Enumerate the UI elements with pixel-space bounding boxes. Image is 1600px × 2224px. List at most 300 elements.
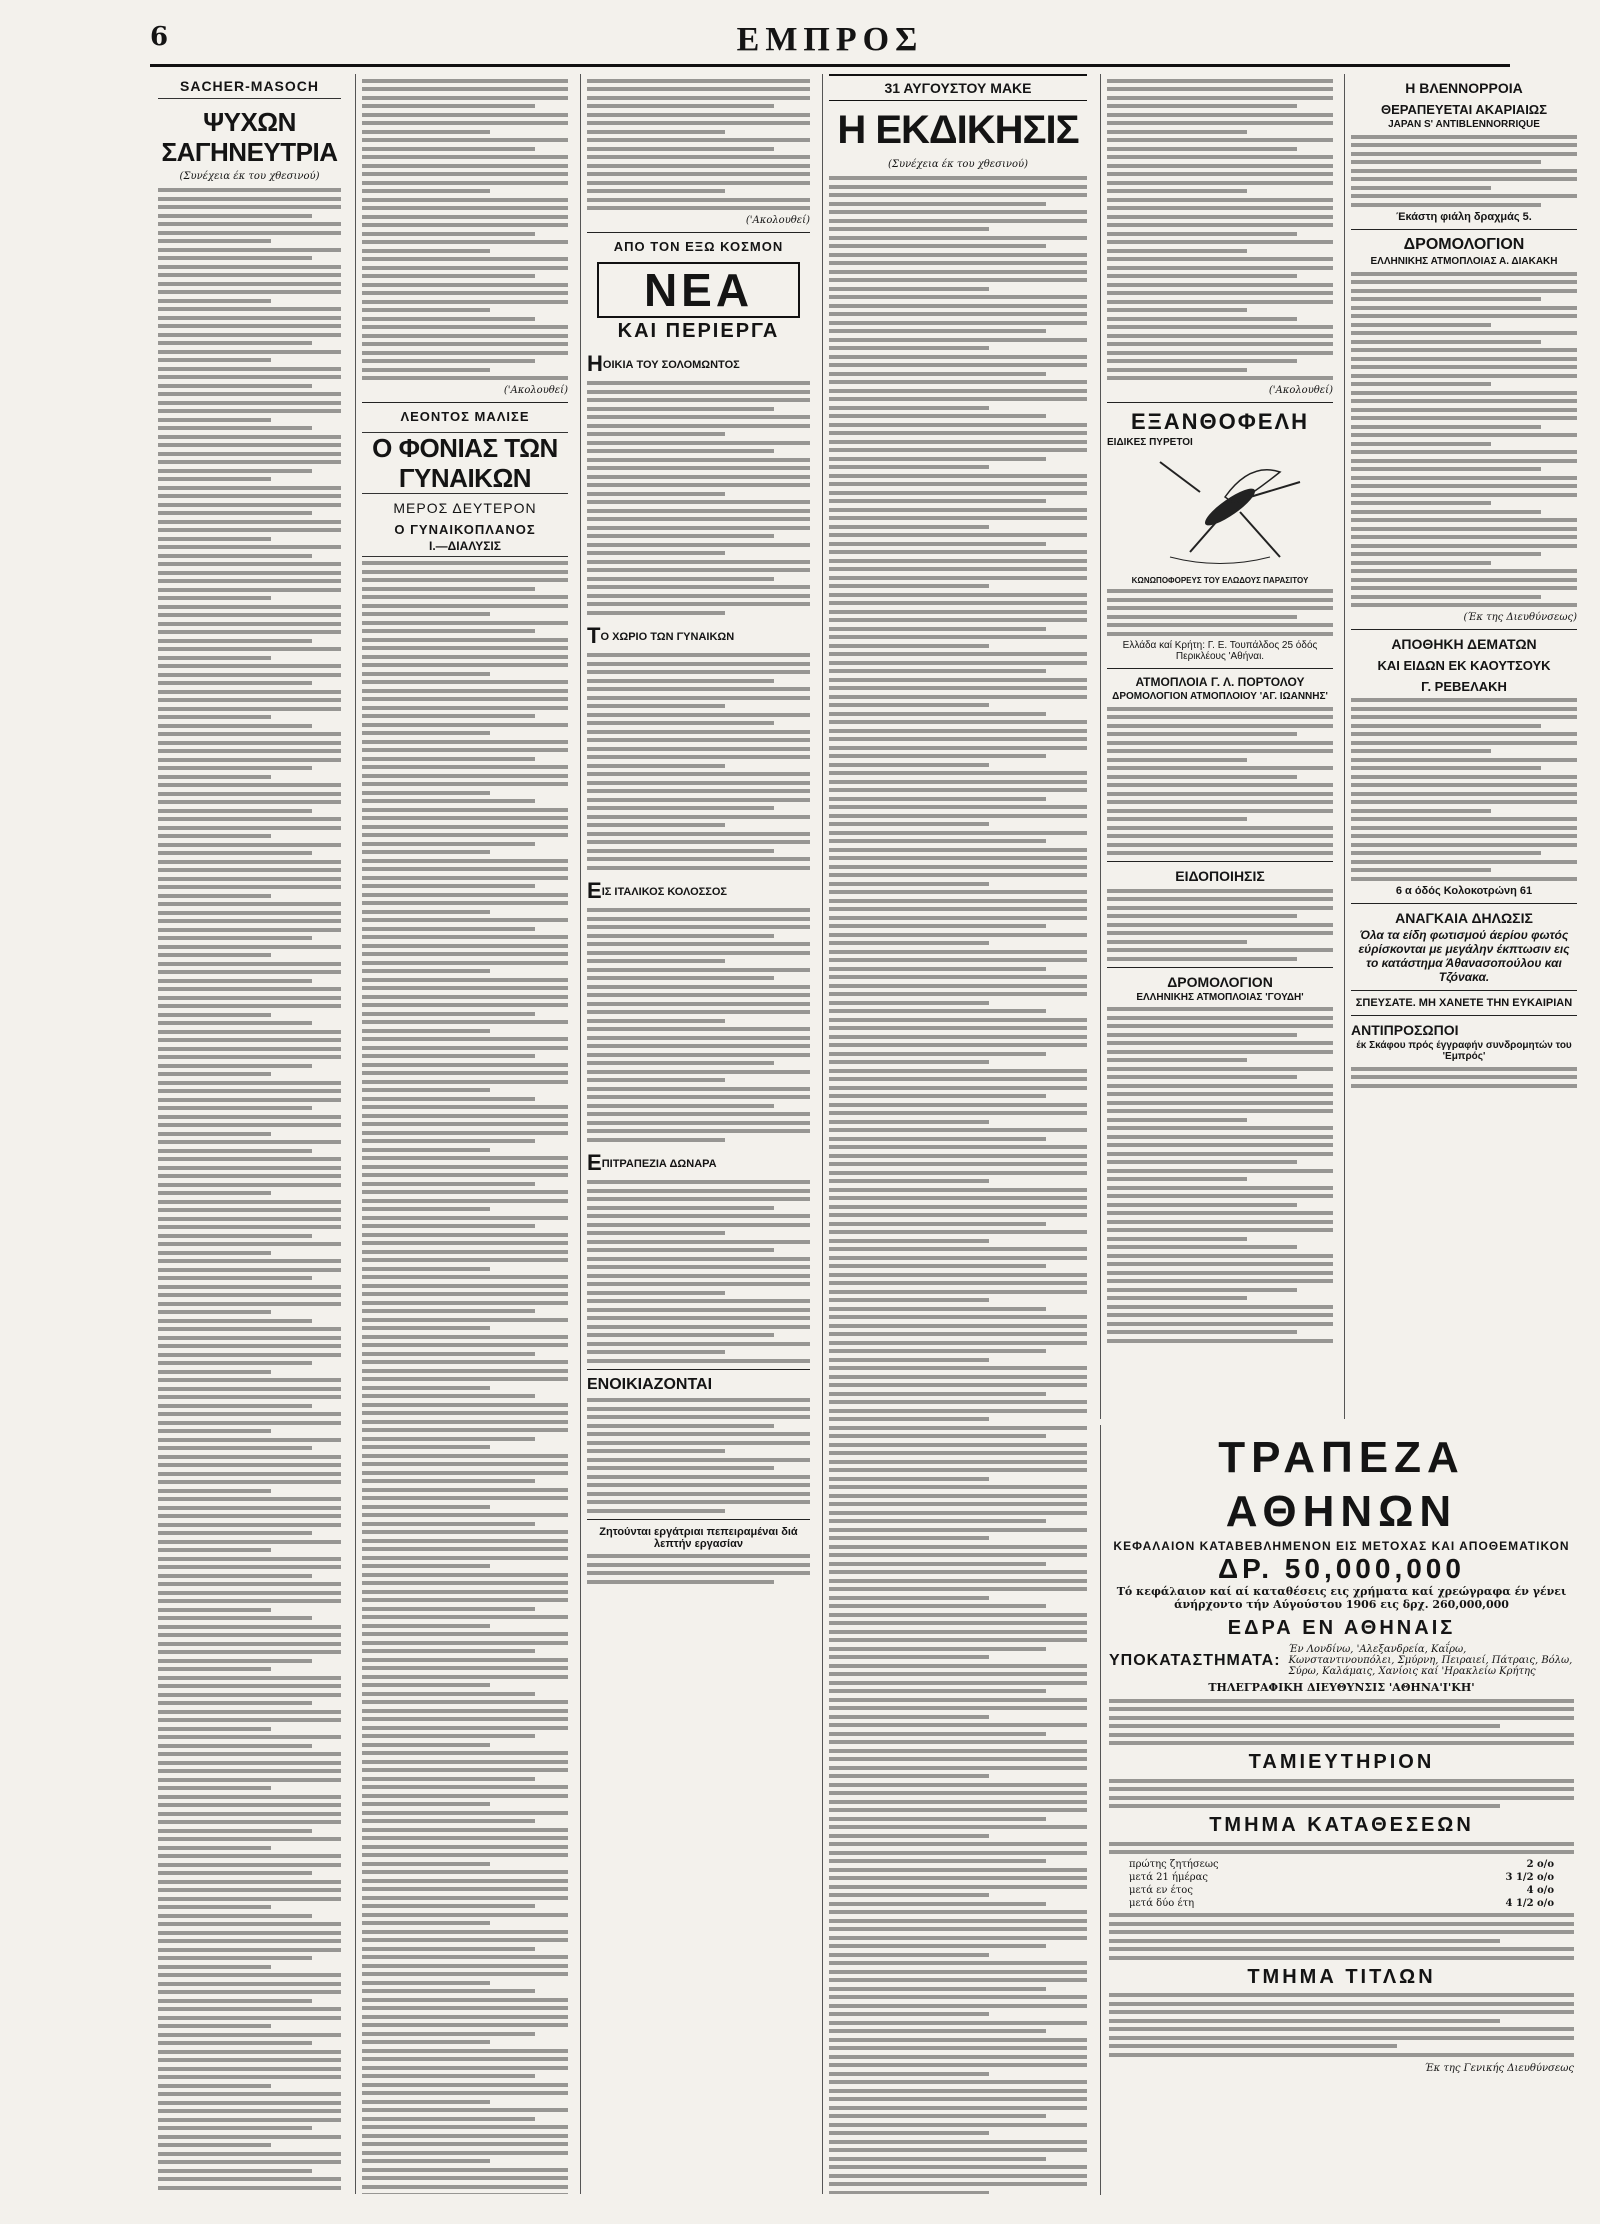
text-line <box>158 851 312 855</box>
text-line <box>362 266 568 270</box>
text-line <box>1107 1135 1333 1139</box>
news-subheading: ΚΑΙ ΠΕΡΙΕΡΓΑ <box>617 319 780 342</box>
text-line <box>362 1360 568 1364</box>
text-line <box>158 1157 341 1161</box>
text-line <box>158 1727 271 1731</box>
text-line <box>1107 1237 1247 1241</box>
text-line <box>587 738 810 742</box>
text-line <box>158 758 341 762</box>
text-line <box>158 1421 341 1425</box>
text-line <box>1351 707 1577 711</box>
text-line <box>158 1625 341 1629</box>
text-line <box>587 747 810 751</box>
text-line <box>829 2191 989 2195</box>
text-line <box>158 996 341 1000</box>
text-line <box>158 1701 312 1705</box>
text-line <box>1351 535 1577 539</box>
text-line <box>158 970 341 974</box>
text-line <box>1351 518 1577 522</box>
news-item-text <box>587 381 810 615</box>
text-line <box>829 899 1087 903</box>
text-line <box>1109 1922 1574 1926</box>
article-text <box>829 176 1087 2194</box>
text-line <box>362 1998 568 2002</box>
text-line <box>362 300 568 304</box>
text-line <box>587 713 810 717</box>
serial-signoff: ('Ακολουθεί) <box>503 384 568 396</box>
text-line <box>587 568 810 572</box>
text-line <box>158 1370 271 1374</box>
text-line <box>362 1530 568 1534</box>
text-line <box>829 848 1087 852</box>
text-line <box>829 355 1087 359</box>
text-line <box>158 979 312 983</box>
text-line <box>829 2106 1087 2110</box>
text-line <box>362 561 568 565</box>
divider <box>1107 861 1333 862</box>
text-line <box>829 593 1087 597</box>
text-line <box>587 1061 774 1065</box>
news-item-text <box>587 1180 810 1363</box>
text-line <box>362 2091 568 2095</box>
text-line <box>1107 351 1333 355</box>
text-line <box>829 1664 1087 1668</box>
text-line <box>829 1358 989 1362</box>
text-line <box>362 1352 535 1356</box>
text-line <box>1107 606 1333 610</box>
text-line <box>829 1264 1046 1268</box>
text-line <box>829 1519 1046 1523</box>
serial-title: Η ΕΚΔΙΚΗΣΙΣ <box>837 108 1079 152</box>
text-line <box>158 1174 341 1178</box>
bank-text <box>1109 1993 1574 2057</box>
text-line <box>158 1395 341 1399</box>
text-line <box>362 1717 568 1721</box>
classified-heading: ΕΝΟΙΚΙΑΖΟΝΤΑΙ <box>587 1375 713 1393</box>
shipping-schedule <box>1351 272 1577 608</box>
text-line <box>1107 317 1297 321</box>
text-line <box>829 516 1087 520</box>
text-line <box>362 1751 568 1755</box>
text-line <box>362 1488 568 1492</box>
text-line <box>362 198 568 202</box>
text-line <box>829 1630 1087 1634</box>
text-line <box>362 1301 568 1305</box>
text-line <box>158 1208 341 1212</box>
text-line <box>362 697 568 701</box>
text-line <box>158 188 341 192</box>
text-line <box>1107 809 1333 813</box>
text-line <box>587 662 810 666</box>
text-line <box>829 1111 1087 1115</box>
text-line <box>362 927 535 931</box>
divider <box>1351 990 1577 991</box>
text-line <box>158 1242 341 1246</box>
text-line <box>587 1248 774 1252</box>
text-line <box>587 781 810 785</box>
column-2 <box>355 74 574 2194</box>
text-line <box>158 1166 341 1170</box>
text-line <box>362 1938 568 1942</box>
text-line <box>587 1070 810 1074</box>
text-line <box>362 2117 535 2121</box>
text-line <box>158 630 341 634</box>
text-line <box>587 1104 774 1108</box>
text-line <box>362 740 568 744</box>
divider <box>587 1369 810 1370</box>
classified-text <box>587 1398 810 1513</box>
text-line <box>829 601 1087 605</box>
text-line <box>829 321 1087 325</box>
text-line <box>829 1808 1087 1812</box>
text-line <box>1107 1271 1333 1275</box>
text-line <box>362 138 568 142</box>
text-line <box>829 1579 1087 1583</box>
text-line <box>829 278 1087 282</box>
text-line <box>158 2109 341 2113</box>
text-line <box>158 367 341 371</box>
text-line <box>829 1834 989 1838</box>
text-line <box>362 1683 490 1687</box>
text-line <box>1107 1092 1333 1096</box>
text-line <box>1107 940 1247 944</box>
text-line <box>1351 544 1577 548</box>
deposit-rate-row: πρώτης ζητήσεως 2 ο/ο <box>1129 1858 1554 1870</box>
text-line <box>1107 1007 1333 1011</box>
text-line <box>587 1571 810 1575</box>
text-line <box>1107 113 1333 117</box>
text-line <box>362 621 568 625</box>
text-line <box>587 189 725 193</box>
text-line <box>587 1407 810 1411</box>
text-line <box>362 1828 568 1832</box>
text-line <box>158 452 341 456</box>
text-line <box>158 868 341 872</box>
text-line <box>362 1658 568 1662</box>
text-line <box>1107 198 1333 202</box>
text-line <box>587 500 810 504</box>
text-line <box>829 1196 1087 1200</box>
text-line <box>158 409 341 413</box>
text-line <box>829 295 1087 299</box>
text-line <box>362 257 568 261</box>
divider <box>1107 402 1333 403</box>
text-line <box>158 1939 341 1943</box>
shipping-subtitle: ΔΡΟΜΟΛΟΓΙΟΝ ΑΤΜΟΠΛΟΙΟΥ 'ΑΓ. ΙΩΑΝΝΗΣ' <box>1112 691 1328 702</box>
text-line <box>587 1342 810 1346</box>
divider <box>1107 668 1333 669</box>
text-line <box>158 783 341 787</box>
text-line <box>1107 274 1297 278</box>
text-line <box>829 839 1046 843</box>
text-line <box>362 342 568 346</box>
text-line <box>829 372 1046 376</box>
text-line <box>1351 817 1577 821</box>
text-line <box>362 1063 568 1067</box>
text-line <box>362 1955 568 1959</box>
text-line <box>158 834 271 838</box>
text-line <box>362 181 568 185</box>
text-line <box>587 1492 810 1496</box>
text-line <box>829 1417 989 1421</box>
text-line <box>587 687 810 691</box>
text-line <box>158 2118 341 2122</box>
text-line <box>829 491 1087 495</box>
text-line <box>1107 1186 1333 1190</box>
text-line <box>587 198 810 202</box>
text-line <box>1107 300 1333 304</box>
text-line <box>158 222 341 226</box>
text-line <box>829 1485 1087 1489</box>
text-line <box>1107 240 1333 244</box>
text-line <box>362 1462 568 1466</box>
text-line <box>1107 732 1297 736</box>
shipping-title: ΑΤΜΟΠΛΟΙΑ Γ. Λ. ΠΟΡΤΟΛΟΥ <box>1135 675 1305 689</box>
text-line <box>829 499 1046 503</box>
text-line <box>587 1010 810 1014</box>
text-line <box>158 1999 312 2003</box>
text-line <box>158 1744 312 1748</box>
text-line <box>158 579 341 583</box>
text-line <box>829 992 1087 996</box>
text-line <box>158 1540 341 1544</box>
text-line <box>158 715 271 719</box>
text-line <box>1107 1101 1333 1105</box>
text-line <box>829 1179 989 1183</box>
text-line <box>158 1795 341 1799</box>
text-line <box>362 1139 535 1143</box>
text-line <box>362 308 490 312</box>
text-line <box>587 543 810 547</box>
text-line <box>829 1511 1087 1515</box>
text-line <box>362 723 568 727</box>
text-line <box>587 849 774 853</box>
text-line <box>829 1647 1046 1651</box>
text-line <box>587 206 810 210</box>
text-line <box>829 788 1087 792</box>
text-line <box>362 833 568 837</box>
text-line <box>587 1095 810 1099</box>
text-line <box>158 911 341 915</box>
text-line <box>158 1106 312 1110</box>
text-line <box>158 877 341 881</box>
text-line <box>587 764 725 768</box>
text-line <box>1107 792 1333 796</box>
text-line <box>1109 1930 1574 1934</box>
text-line <box>1107 632 1333 636</box>
text-line <box>829 576 1087 580</box>
text-line <box>587 1432 810 1436</box>
text-line <box>1107 1160 1297 1164</box>
text-line <box>362 655 568 659</box>
text-line <box>158 1336 341 1340</box>
text-line <box>362 1165 568 1169</box>
text-line <box>1109 1947 1574 1951</box>
text-line <box>829 941 989 945</box>
text-line <box>1351 143 1577 147</box>
text-line <box>587 1240 810 1244</box>
text-line <box>1107 87 1333 91</box>
text-line <box>1107 138 1333 142</box>
text-line <box>158 792 341 796</box>
text-line <box>362 578 568 582</box>
text-line <box>158 690 341 694</box>
text-line <box>1351 442 1491 446</box>
text-line <box>1107 334 1333 338</box>
text-line <box>362 1241 568 1245</box>
text-line <box>158 843 341 847</box>
text-line <box>587 1325 810 1329</box>
text-line <box>1351 749 1491 753</box>
text-line <box>1351 715 1577 719</box>
deposit-rate-row: μετά εν έτος 4 ο/ο <box>1129 1884 1554 1896</box>
text-line <box>158 1803 341 1807</box>
text-line <box>829 1154 1087 1158</box>
text-line <box>829 1315 1087 1319</box>
text-line <box>829 2148 1087 2152</box>
classified-text <box>587 1554 810 1584</box>
text-line <box>362 1182 535 1186</box>
text-line <box>829 635 1087 639</box>
text-line <box>1107 851 1333 855</box>
text-line <box>158 1982 341 1986</box>
text-line <box>362 1972 568 1976</box>
text-line <box>362 2151 568 2155</box>
text-line <box>362 646 568 650</box>
divider <box>1351 903 1577 904</box>
text-line <box>829 219 1087 223</box>
column-3 <box>580 74 816 2194</box>
text-line <box>587 857 810 861</box>
text-line <box>362 1794 568 1798</box>
text-line <box>158 2092 341 2096</box>
divider <box>1351 629 1577 630</box>
shipping-schedule <box>1107 1007 1333 1343</box>
text-line <box>362 1199 568 1203</box>
text-line <box>158 1693 341 1697</box>
text-line <box>1107 1126 1333 1130</box>
text-line <box>158 494 341 498</box>
text-line <box>158 1497 341 1501</box>
text-line <box>829 2131 989 2135</box>
text-line <box>362 842 535 846</box>
text-line <box>587 959 725 963</box>
text-line <box>829 1987 1046 1991</box>
text-line <box>829 712 1046 716</box>
text-line <box>158 775 271 779</box>
text-line <box>829 1409 1087 1413</box>
text-line <box>1351 177 1577 181</box>
text-line <box>1107 1169 1333 1173</box>
text-line <box>158 1404 312 1408</box>
text-line <box>1109 1787 1574 1791</box>
text-line <box>587 653 810 657</box>
text-line <box>829 1562 1046 1566</box>
text-line <box>1107 223 1333 227</box>
bank-text <box>1109 1779 1574 1809</box>
text-line <box>158 1667 271 1671</box>
text-line <box>362 1870 568 1874</box>
serial-continued-note: (Συνέχεια έκ του χθεσινού) <box>179 171 320 182</box>
text-line <box>1351 194 1577 198</box>
text-line <box>829 627 1046 631</box>
text-line <box>362 825 568 829</box>
text-line <box>362 1879 568 1883</box>
text-line <box>362 2049 568 2053</box>
text-line <box>158 1489 271 1493</box>
text-line <box>362 1046 568 1050</box>
text-line <box>362 147 535 151</box>
text-line <box>587 87 810 91</box>
text-line <box>362 1819 535 1823</box>
text-line <box>829 2165 1087 2169</box>
text-line <box>362 1173 568 1177</box>
text-line <box>1107 1228 1333 1232</box>
text-line <box>158 588 341 592</box>
text-line <box>829 2055 1087 2059</box>
text-line <box>362 1394 535 1398</box>
text-line <box>362 918 568 922</box>
text-line <box>158 1829 312 1833</box>
text-line <box>362 1114 568 1118</box>
text-line <box>158 928 341 932</box>
text-line <box>362 1556 568 1560</box>
text-line <box>829 227 989 231</box>
text-line <box>362 1420 568 1424</box>
text-line <box>158 681 312 685</box>
text-line <box>829 1451 1087 1455</box>
text-line <box>362 1675 568 1679</box>
text-line <box>1107 923 1333 927</box>
text-line <box>1107 325 1333 329</box>
text-line <box>587 976 774 980</box>
text-line <box>362 1326 490 1330</box>
text-line <box>587 441 810 445</box>
text-line <box>158 1446 312 1450</box>
text-line <box>362 1088 490 1092</box>
text-line <box>158 1761 341 1765</box>
text-line <box>1107 834 1333 838</box>
text-line <box>158 1140 341 1144</box>
text-line <box>587 181 810 185</box>
text-line <box>1351 169 1577 173</box>
text-line <box>1109 1716 1574 1720</box>
text-line <box>829 644 989 648</box>
text-line <box>1351 698 1577 702</box>
text-line <box>1351 578 1577 582</box>
text-line <box>829 406 989 410</box>
text-line <box>158 1251 271 1255</box>
shipping-schedule <box>1107 707 1333 856</box>
text-line <box>158 299 271 303</box>
text-line <box>829 270 1087 274</box>
text-line <box>829 1392 1046 1396</box>
text-line <box>587 815 810 819</box>
text-line <box>829 338 1087 342</box>
text-line <box>362 79 568 83</box>
text-line <box>362 570 568 574</box>
text-line <box>829 1052 1046 1056</box>
text-line <box>362 774 568 778</box>
text-line <box>1107 1118 1247 1122</box>
text-line <box>587 1466 774 1470</box>
text-line <box>829 1332 1087 1336</box>
text-line <box>1107 1220 1333 1224</box>
text-line <box>1351 877 1577 881</box>
text-line <box>362 672 490 676</box>
bank-text <box>1109 1699 1574 1746</box>
text-line <box>362 1862 490 1866</box>
